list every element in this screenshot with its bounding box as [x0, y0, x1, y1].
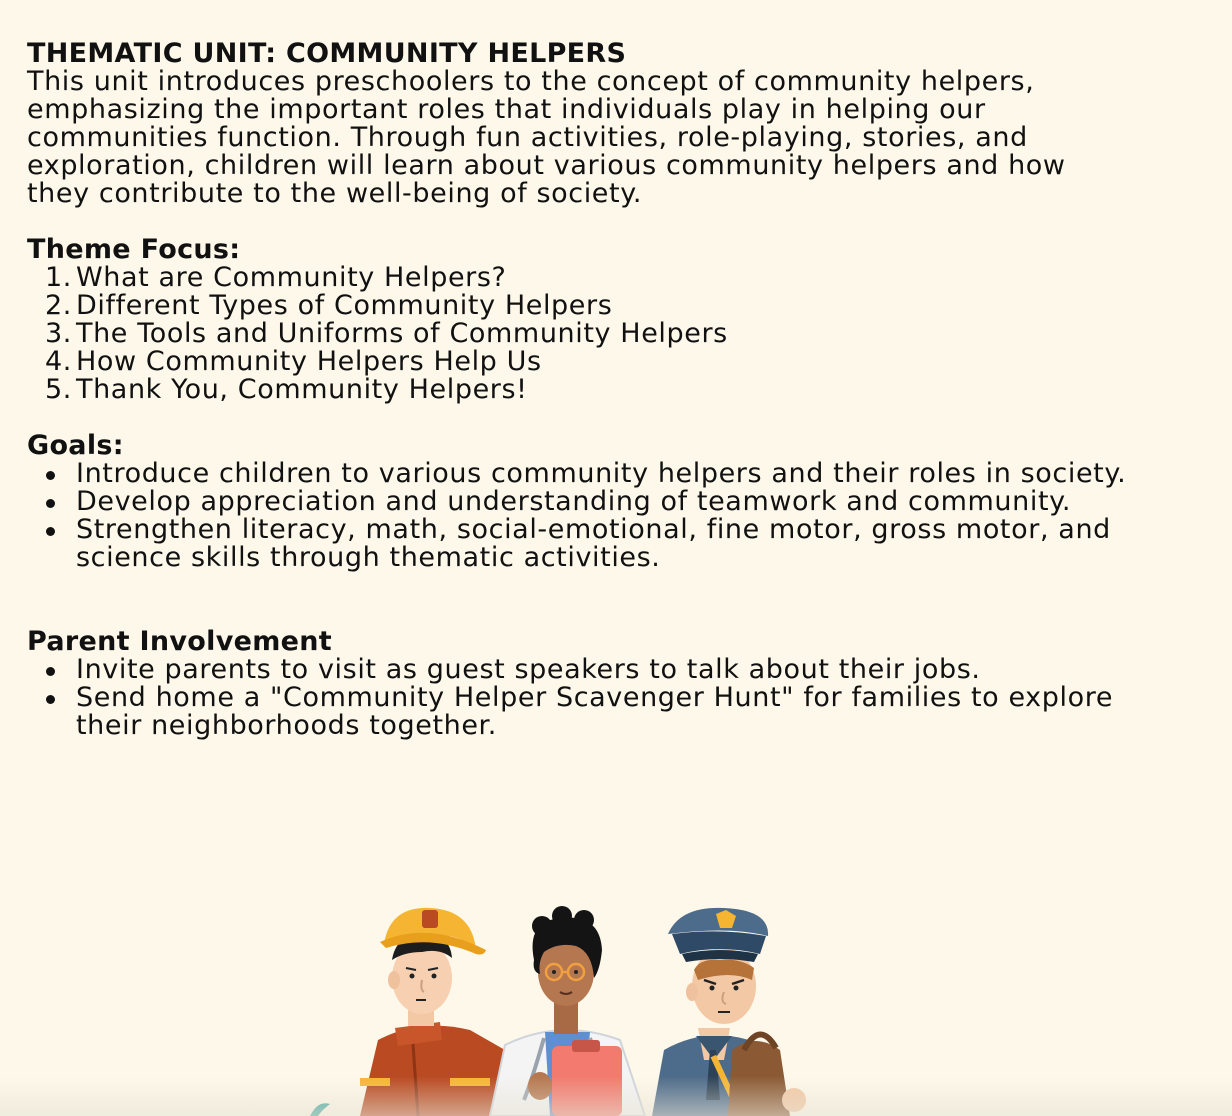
unit-description: This unit introduces preschoolers to the concept of community helpers, emphasizing the important roles that individuals play in helping our communities function. Through fun activities, role-playing, stories, and exploration, children will learn about various community helpers and how they contribute to the well-being of society. [27, 66, 1066, 209]
list-item: Strengthen literacy, math, social-emotional, fine motor, gross motor, and science skills through thematic activities. [27, 516, 1156, 572]
list-item: Send home a "Community Helper Scavenger Hunt" for families to explore their neighborhoods together. [27, 684, 1156, 740]
list-item: Develop appreciation and understanding of teamwork and community. [27, 488, 1156, 516]
list-item: Introduce children to various community helpers and their roles in society. [27, 460, 1156, 488]
list-item: Invite parents to visit as guest speakers to talk about their jobs. [27, 656, 1156, 684]
list-item: 4. How Community Helpers Help Us [45, 346, 542, 377]
list-item: 5. Thank You, Community Helpers! [45, 374, 528, 405]
goals-heading: Goals: [27, 430, 124, 461]
unit-title: THEMATIC UNIT: COMMUNITY HELPERS [27, 38, 627, 69]
list-item: 3. The Tools and Uniforms of Community Helpers [45, 318, 728, 349]
goals-list [27, 460, 1207, 572]
parent-involvement-heading: Parent Involvement [27, 626, 332, 657]
list-item: 1. What are Community Helpers? [45, 262, 507, 293]
bottom-shade [0, 1076, 1232, 1116]
list-item: 2. Different Types of Community Helpers [45, 290, 613, 321]
parent-involvement-list [27, 656, 1207, 740]
theme-focus-list [27, 264, 1207, 404]
document-page [27, 40, 1207, 740]
theme-focus-heading: Theme Focus: [27, 234, 241, 265]
